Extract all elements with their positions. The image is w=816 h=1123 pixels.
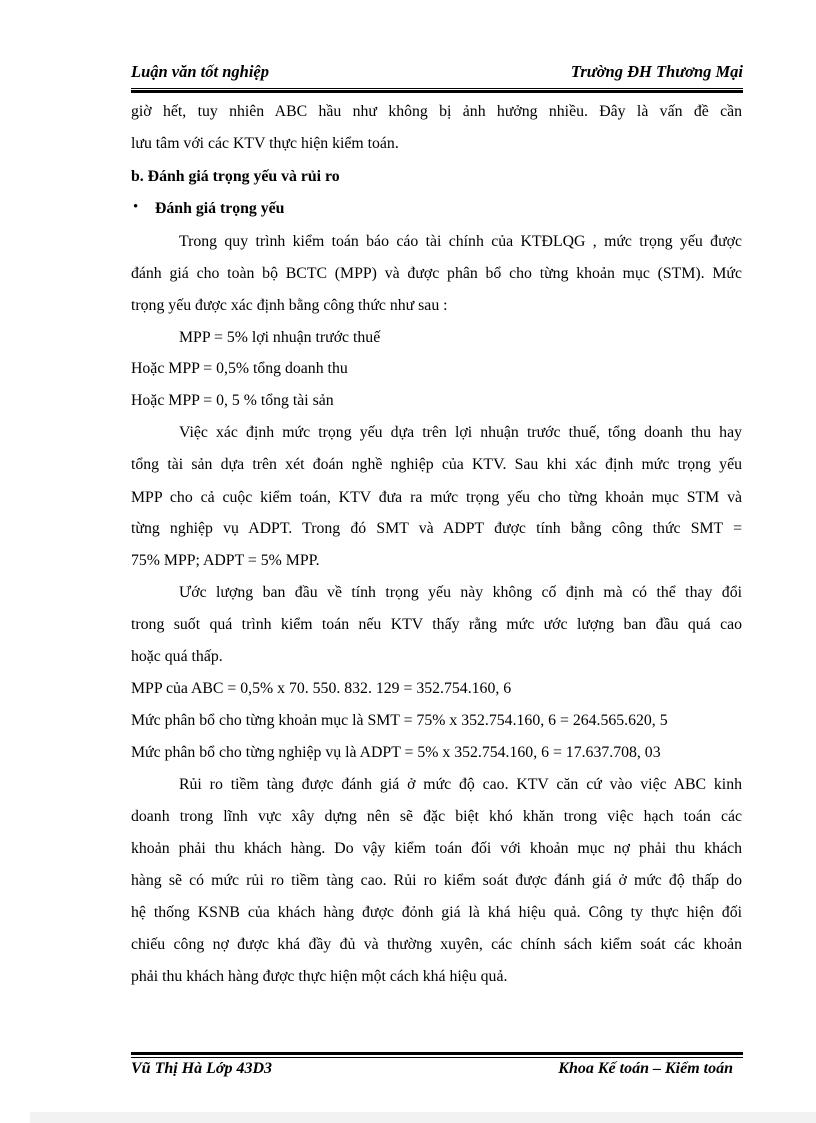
text-line: hoặc quá thấp. (131, 648, 223, 665)
header-rule-top (131, 88, 743, 89)
bullet-symbol: • (133, 199, 139, 215)
header-left-title: Luận văn tốt nghiệp (131, 62, 269, 81)
section-heading: b. Đánh giá trọng yếu và rủi ro (131, 168, 340, 185)
calculation-line: MPP của ABC = 0,5% x 70. 550. 832. 129 = 352.754.160, 6 (131, 680, 512, 697)
text-line: Rủi ro tiềm tàng được đánh giá ở mức độ cao. KTV căn cứ vào việc ABC kinh (179, 776, 742, 793)
text-line: Trong quy trình kiểm toán báo cáo tài chính của KTĐLQG , mức trọng yếu được (179, 233, 742, 250)
text-line: giờ hết, tuy nhiên ABC hầu như không bị ảnh hưởng nhiều. Đây là vấn đề cần (131, 103, 742, 120)
text-line: phải thu khách hàng được thực hiện một cách khá hiệu quả. (131, 968, 508, 985)
footer-rule-top (131, 1052, 743, 1055)
text-line: Việc xác định mức trọng yếu dựa trên lợi nhuận trước thuế, tổng doanh thu hay (179, 424, 742, 441)
text-line: hàng sẽ có mức rủi ro tiềm tàng cao. Rủi ro kiểm soát được đánh giá ở mức độ thấp do (131, 872, 742, 889)
text-line: từng nghiệp vụ ADPT. Trong đó SMT và ADPT được tính bằng công thức SMT = (131, 520, 742, 537)
page-header (131, 58, 743, 86)
formula-line: Hoặc MPP = 0,5% tổng doanh thu (131, 360, 348, 377)
text-line: doanh trong lĩnh vực xây dựng nên sẽ đặc biệt khó khăn trong việc hạch toán các (131, 808, 742, 825)
text-line: hệ thống KSNB của khách hàng được đỏnh giá là khá hiệu quả. Công ty thực hiện đối (131, 904, 742, 921)
text-line: đánh giá cho toàn bộ BCTC (MPP) và được phân bổ cho từng khoản mục (STM). Mức (131, 265, 742, 282)
page-footer (131, 1060, 743, 1084)
header-right-title: Trường ĐH Thương Mại (570, 62, 743, 81)
text-line: 75% MPP; ADPT = 5% MPP. (131, 552, 320, 569)
text-line: tổng tài sản dựa trên xét đoán nghề nghiệp của KTV. Sau khi xác định mức trọng yếu (131, 456, 742, 473)
footer-author: Vũ Thị Hà Lớp 43D3 (131, 1060, 273, 1077)
page-bottom-edge (30, 1112, 816, 1123)
text-line: trong suốt quá trình kiểm toán nếu KTV thấy rằng mức ước lượng ban đầu quá cao (131, 616, 742, 633)
formula-line: Hoặc MPP = 0, 5 % tổng tài sản (131, 392, 334, 409)
text-line: Ước lượng ban đầu về tính trọng yếu này không cố định mà có thể thay đổi (179, 584, 742, 601)
footer-department: Khoa Kế toán – Kiểm toán (558, 1060, 733, 1077)
calculation-line: Mức phân bổ cho từng khoản mục là SMT = 75% x 352.754.160, 6 = 264.565.620, 5 (131, 712, 668, 729)
text-line: khoản phải thu khách hàng. Do vậy kiểm toán đối với khoản mục nợ phải thu khách (131, 840, 742, 857)
header-rule-bottom (131, 90, 743, 93)
text-line: trọng yếu được xác định bằng công thức như sau : (131, 297, 448, 314)
subsection-heading: Đánh giá trọng yếu (155, 200, 285, 217)
text-line: lưu tâm với các KTV thực hiện kiểm toán. (131, 135, 399, 152)
formula-line: MPP = 5% lợi nhuận trước thuế (179, 329, 381, 346)
calculation-line: Mức phân bổ cho từng nghiệp vụ là ADPT = 5% x 352.754.160, 6 = 17.637.708, 03 (131, 744, 661, 761)
text-line: MPP cho cả cuộc kiểm toán, KTV đưa ra mức trọng yếu cho từng khoản mục STM và (131, 489, 742, 506)
footer-rule-bottom (131, 1057, 743, 1058)
text-line: chiếu công nợ được khá đầy đủ và thường xuyên, các chính sách kiểm soát các khoản (131, 936, 742, 953)
